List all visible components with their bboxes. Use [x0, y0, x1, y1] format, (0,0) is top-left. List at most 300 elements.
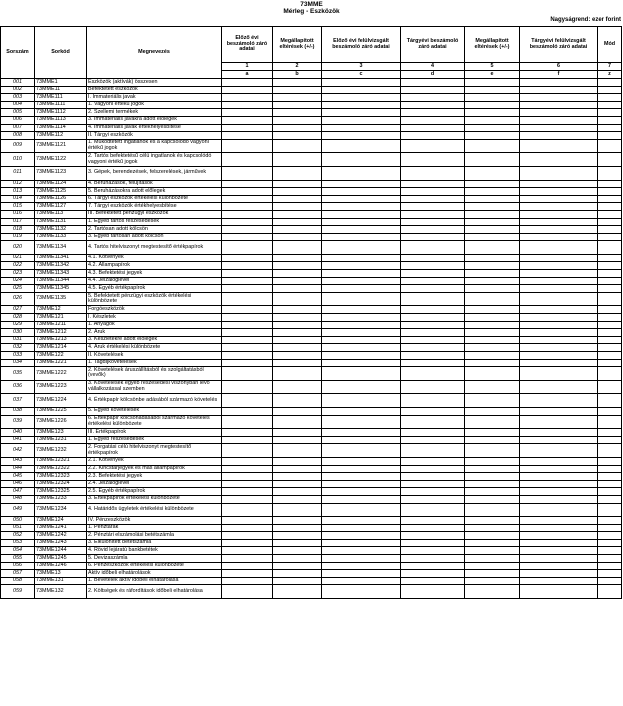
- data-cell[interactable]: [273, 254, 322, 262]
- data-cell[interactable]: [222, 166, 273, 180]
- data-cell[interactable]: [401, 254, 465, 262]
- data-cell[interactable]: [222, 94, 273, 102]
- data-cell[interactable]: [465, 352, 520, 360]
- data-cell[interactable]: [222, 306, 273, 314]
- data-cell[interactable]: [598, 488, 622, 496]
- data-cell[interactable]: [222, 270, 273, 278]
- data-cell[interactable]: [222, 329, 273, 337]
- data-cell[interactable]: [322, 465, 401, 473]
- data-cell[interactable]: [598, 352, 622, 360]
- data-cell[interactable]: [465, 367, 520, 381]
- data-cell[interactable]: [322, 488, 401, 496]
- data-cell[interactable]: [465, 180, 520, 188]
- data-cell[interactable]: [401, 233, 465, 241]
- data-cell[interactable]: [322, 457, 401, 465]
- data-cell[interactable]: [401, 132, 465, 140]
- data-cell[interactable]: [273, 226, 322, 234]
- data-cell[interactable]: [465, 285, 520, 293]
- data-cell[interactable]: [520, 86, 598, 94]
- data-cell[interactable]: [322, 473, 401, 481]
- data-cell[interactable]: [598, 344, 622, 352]
- data-cell[interactable]: [322, 188, 401, 196]
- data-cell[interactable]: [465, 132, 520, 140]
- data-cell[interactable]: [598, 109, 622, 117]
- data-cell[interactable]: [598, 407, 622, 415]
- data-cell[interactable]: [520, 277, 598, 285]
- data-cell[interactable]: [465, 415, 520, 429]
- data-cell[interactable]: [520, 436, 598, 444]
- data-cell[interactable]: [598, 218, 622, 226]
- data-cell[interactable]: [222, 86, 273, 94]
- data-cell[interactable]: [322, 359, 401, 367]
- data-cell[interactable]: [520, 153, 598, 167]
- data-cell[interactable]: [598, 277, 622, 285]
- data-cell[interactable]: [322, 436, 401, 444]
- data-cell[interactable]: [598, 226, 622, 234]
- data-cell[interactable]: [401, 124, 465, 132]
- data-cell[interactable]: [520, 547, 598, 555]
- data-cell[interactable]: [273, 116, 322, 124]
- data-cell[interactable]: [520, 473, 598, 481]
- data-cell[interactable]: [322, 203, 401, 211]
- data-cell[interactable]: [273, 436, 322, 444]
- data-cell[interactable]: [520, 321, 598, 329]
- data-cell[interactable]: [401, 539, 465, 547]
- data-cell[interactable]: [273, 429, 322, 437]
- data-cell[interactable]: [401, 547, 465, 555]
- data-cell[interactable]: [598, 101, 622, 109]
- data-cell[interactable]: [465, 547, 520, 555]
- data-cell[interactable]: [598, 132, 622, 140]
- data-cell[interactable]: [520, 539, 598, 547]
- data-cell[interactable]: [401, 457, 465, 465]
- data-cell[interactable]: [401, 94, 465, 102]
- data-cell[interactable]: [222, 547, 273, 555]
- data-cell[interactable]: [222, 139, 273, 153]
- data-cell[interactable]: [273, 524, 322, 532]
- data-cell[interactable]: [598, 195, 622, 203]
- data-cell[interactable]: [273, 503, 322, 517]
- data-cell[interactable]: [222, 585, 273, 599]
- data-cell[interactable]: [465, 188, 520, 196]
- data-cell[interactable]: [598, 562, 622, 570]
- data-cell[interactable]: [322, 101, 401, 109]
- data-cell[interactable]: [273, 555, 322, 563]
- data-cell[interactable]: [322, 166, 401, 180]
- data-cell[interactable]: [322, 218, 401, 226]
- data-cell[interactable]: [465, 329, 520, 337]
- data-cell[interactable]: [322, 495, 401, 503]
- data-cell[interactable]: [401, 139, 465, 153]
- data-cell[interactable]: [273, 570, 322, 578]
- data-cell[interactable]: [465, 394, 520, 408]
- data-cell[interactable]: [520, 166, 598, 180]
- data-cell[interactable]: [273, 394, 322, 408]
- data-cell[interactable]: [465, 86, 520, 94]
- data-cell[interactable]: [322, 153, 401, 167]
- data-cell[interactable]: [401, 241, 465, 255]
- data-cell[interactable]: [322, 270, 401, 278]
- data-cell[interactable]: [273, 495, 322, 503]
- data-cell[interactable]: [465, 380, 520, 394]
- data-cell[interactable]: [273, 233, 322, 241]
- data-cell[interactable]: [598, 336, 622, 344]
- data-cell[interactable]: [465, 503, 520, 517]
- data-cell[interactable]: [401, 517, 465, 525]
- data-cell[interactable]: [520, 380, 598, 394]
- data-cell[interactable]: [273, 203, 322, 211]
- data-cell[interactable]: [273, 292, 322, 306]
- data-cell[interactable]: [520, 495, 598, 503]
- data-cell[interactable]: [222, 195, 273, 203]
- data-cell[interactable]: [465, 359, 520, 367]
- data-cell[interactable]: [520, 188, 598, 196]
- data-cell[interactable]: [465, 436, 520, 444]
- data-cell[interactable]: [401, 444, 465, 458]
- data-cell[interactable]: [273, 306, 322, 314]
- data-cell[interactable]: [401, 270, 465, 278]
- data-cell[interactable]: [222, 394, 273, 408]
- data-cell[interactable]: [465, 465, 520, 473]
- data-cell[interactable]: [273, 336, 322, 344]
- data-cell[interactable]: [598, 359, 622, 367]
- data-cell[interactable]: [520, 180, 598, 188]
- data-cell[interactable]: [322, 407, 401, 415]
- data-cell[interactable]: [520, 241, 598, 255]
- data-cell[interactable]: [222, 254, 273, 262]
- data-cell[interactable]: [598, 394, 622, 408]
- data-cell[interactable]: [598, 532, 622, 540]
- data-cell[interactable]: [465, 218, 520, 226]
- data-cell[interactable]: [520, 444, 598, 458]
- data-cell[interactable]: [401, 262, 465, 270]
- data-cell[interactable]: [401, 226, 465, 234]
- data-cell[interactable]: [322, 352, 401, 360]
- data-cell[interactable]: [520, 79, 598, 87]
- data-cell[interactable]: [401, 180, 465, 188]
- data-cell[interactable]: [222, 277, 273, 285]
- data-cell[interactable]: [520, 203, 598, 211]
- data-cell[interactable]: [598, 124, 622, 132]
- data-cell[interactable]: [598, 517, 622, 525]
- data-cell[interactable]: [322, 233, 401, 241]
- data-cell[interactable]: [598, 180, 622, 188]
- data-cell[interactable]: [598, 495, 622, 503]
- data-cell[interactable]: [598, 94, 622, 102]
- data-cell[interactable]: [598, 321, 622, 329]
- data-cell[interactable]: [322, 415, 401, 429]
- data-cell[interactable]: [273, 547, 322, 555]
- data-cell[interactable]: [520, 344, 598, 352]
- data-cell[interactable]: [465, 109, 520, 117]
- data-cell[interactable]: [598, 524, 622, 532]
- data-cell[interactable]: [222, 539, 273, 547]
- data-cell[interactable]: [222, 577, 273, 585]
- data-cell[interactable]: [465, 336, 520, 344]
- data-cell[interactable]: [322, 241, 401, 255]
- data-cell[interactable]: [322, 116, 401, 124]
- data-cell[interactable]: [465, 241, 520, 255]
- data-cell[interactable]: [465, 480, 520, 488]
- data-cell[interactable]: [520, 270, 598, 278]
- data-cell[interactable]: [598, 577, 622, 585]
- data-cell[interactable]: [465, 539, 520, 547]
- data-cell[interactable]: [520, 329, 598, 337]
- data-cell[interactable]: [520, 367, 598, 381]
- data-cell[interactable]: [598, 503, 622, 517]
- data-cell[interactable]: [222, 444, 273, 458]
- data-cell[interactable]: [598, 285, 622, 293]
- data-cell[interactable]: [598, 314, 622, 322]
- data-cell[interactable]: [222, 292, 273, 306]
- data-cell[interactable]: [401, 503, 465, 517]
- data-cell[interactable]: [401, 86, 465, 94]
- data-cell[interactable]: [520, 210, 598, 218]
- data-cell[interactable]: [322, 429, 401, 437]
- data-cell[interactable]: [222, 180, 273, 188]
- data-cell[interactable]: [401, 367, 465, 381]
- data-cell[interactable]: [520, 480, 598, 488]
- data-cell[interactable]: [401, 585, 465, 599]
- data-cell[interactable]: [273, 210, 322, 218]
- data-cell[interactable]: [273, 321, 322, 329]
- data-cell[interactable]: [222, 457, 273, 465]
- data-cell[interactable]: [465, 101, 520, 109]
- data-cell[interactable]: [520, 218, 598, 226]
- data-cell[interactable]: [465, 407, 520, 415]
- data-cell[interactable]: [273, 415, 322, 429]
- data-cell[interactable]: [520, 226, 598, 234]
- data-cell[interactable]: [322, 285, 401, 293]
- data-cell[interactable]: [465, 203, 520, 211]
- data-cell[interactable]: [465, 79, 520, 87]
- data-cell[interactable]: [273, 473, 322, 481]
- data-cell[interactable]: [598, 480, 622, 488]
- data-cell[interactable]: [598, 241, 622, 255]
- data-cell[interactable]: [222, 233, 273, 241]
- data-cell[interactable]: [322, 86, 401, 94]
- data-cell[interactable]: [222, 532, 273, 540]
- data-cell[interactable]: [222, 210, 273, 218]
- data-cell[interactable]: [273, 532, 322, 540]
- data-cell[interactable]: [598, 329, 622, 337]
- data-cell[interactable]: [322, 547, 401, 555]
- data-cell[interactable]: [401, 210, 465, 218]
- data-cell[interactable]: [222, 503, 273, 517]
- data-cell[interactable]: [273, 517, 322, 525]
- data-cell[interactable]: [401, 465, 465, 473]
- data-cell[interactable]: [520, 233, 598, 241]
- data-cell[interactable]: [465, 166, 520, 180]
- data-cell[interactable]: [222, 153, 273, 167]
- data-cell[interactable]: [520, 585, 598, 599]
- data-cell[interactable]: [322, 254, 401, 262]
- data-cell[interactable]: [598, 547, 622, 555]
- data-cell[interactable]: [465, 306, 520, 314]
- data-cell[interactable]: [273, 180, 322, 188]
- data-cell[interactable]: [465, 517, 520, 525]
- data-cell[interactable]: [322, 336, 401, 344]
- data-cell[interactable]: [520, 359, 598, 367]
- data-cell[interactable]: [222, 132, 273, 140]
- data-cell[interactable]: [598, 367, 622, 381]
- data-cell[interactable]: [465, 495, 520, 503]
- data-cell[interactable]: [401, 166, 465, 180]
- data-cell[interactable]: [598, 79, 622, 87]
- data-cell[interactable]: [273, 577, 322, 585]
- data-cell[interactable]: [598, 262, 622, 270]
- data-cell[interactable]: [273, 380, 322, 394]
- data-cell[interactable]: [598, 539, 622, 547]
- data-cell[interactable]: [465, 524, 520, 532]
- data-cell[interactable]: [401, 306, 465, 314]
- data-cell[interactable]: [520, 465, 598, 473]
- data-cell[interactable]: [401, 359, 465, 367]
- data-cell[interactable]: [401, 195, 465, 203]
- data-cell[interactable]: [598, 465, 622, 473]
- data-cell[interactable]: [273, 488, 322, 496]
- data-cell[interactable]: [322, 321, 401, 329]
- data-cell[interactable]: [401, 488, 465, 496]
- data-cell[interactable]: [401, 532, 465, 540]
- data-cell[interactable]: [598, 188, 622, 196]
- data-cell[interactable]: [322, 562, 401, 570]
- data-cell[interactable]: [598, 570, 622, 578]
- data-cell[interactable]: [273, 241, 322, 255]
- data-cell[interactable]: [322, 380, 401, 394]
- data-cell[interactable]: [273, 352, 322, 360]
- data-cell[interactable]: [598, 292, 622, 306]
- data-cell[interactable]: [322, 539, 401, 547]
- data-cell[interactable]: [465, 153, 520, 167]
- data-cell[interactable]: [401, 101, 465, 109]
- data-cell[interactable]: [222, 203, 273, 211]
- data-cell[interactable]: [401, 218, 465, 226]
- data-cell[interactable]: [222, 124, 273, 132]
- data-cell[interactable]: [520, 314, 598, 322]
- data-cell[interactable]: [222, 367, 273, 381]
- data-cell[interactable]: [465, 195, 520, 203]
- data-cell[interactable]: [520, 336, 598, 344]
- data-cell[interactable]: [322, 132, 401, 140]
- data-cell[interactable]: [598, 444, 622, 458]
- data-cell[interactable]: [465, 233, 520, 241]
- data-cell[interactable]: [598, 166, 622, 180]
- data-cell[interactable]: [465, 473, 520, 481]
- data-cell[interactable]: [401, 415, 465, 429]
- data-cell[interactable]: [401, 495, 465, 503]
- data-cell[interactable]: [465, 321, 520, 329]
- data-cell[interactable]: [401, 285, 465, 293]
- data-cell[interactable]: [222, 562, 273, 570]
- data-cell[interactable]: [520, 524, 598, 532]
- data-cell[interactable]: [598, 86, 622, 94]
- data-cell[interactable]: [273, 270, 322, 278]
- data-cell[interactable]: [322, 277, 401, 285]
- data-cell[interactable]: [465, 292, 520, 306]
- data-cell[interactable]: [322, 344, 401, 352]
- data-cell[interactable]: [465, 570, 520, 578]
- data-cell[interactable]: [273, 101, 322, 109]
- data-cell[interactable]: [222, 188, 273, 196]
- data-cell[interactable]: [222, 473, 273, 481]
- data-cell[interactable]: [598, 473, 622, 481]
- data-cell[interactable]: [598, 555, 622, 563]
- data-cell[interactable]: [401, 329, 465, 337]
- data-cell[interactable]: [401, 109, 465, 117]
- data-cell[interactable]: [520, 555, 598, 563]
- data-cell[interactable]: [222, 570, 273, 578]
- data-cell[interactable]: [465, 139, 520, 153]
- data-cell[interactable]: [273, 166, 322, 180]
- data-cell[interactable]: [322, 292, 401, 306]
- data-cell[interactable]: [273, 539, 322, 547]
- data-cell[interactable]: [401, 203, 465, 211]
- data-cell[interactable]: [598, 254, 622, 262]
- data-cell[interactable]: [520, 94, 598, 102]
- data-cell[interactable]: [520, 139, 598, 153]
- data-cell[interactable]: [401, 577, 465, 585]
- data-cell[interactable]: [520, 415, 598, 429]
- data-cell[interactable]: [401, 555, 465, 563]
- data-cell[interactable]: [222, 359, 273, 367]
- data-cell[interactable]: [322, 226, 401, 234]
- data-cell[interactable]: [322, 570, 401, 578]
- data-cell[interactable]: [222, 218, 273, 226]
- data-cell[interactable]: [273, 367, 322, 381]
- data-cell[interactable]: [322, 480, 401, 488]
- data-cell[interactable]: [322, 329, 401, 337]
- data-cell[interactable]: [401, 116, 465, 124]
- data-cell[interactable]: [401, 277, 465, 285]
- data-cell[interactable]: [273, 314, 322, 322]
- data-cell[interactable]: [322, 94, 401, 102]
- data-cell[interactable]: [520, 517, 598, 525]
- data-cell[interactable]: [598, 233, 622, 241]
- data-cell[interactable]: [273, 344, 322, 352]
- data-cell[interactable]: [222, 321, 273, 329]
- data-cell[interactable]: [520, 116, 598, 124]
- data-cell[interactable]: [273, 285, 322, 293]
- data-cell[interactable]: [322, 79, 401, 87]
- data-cell[interactable]: [273, 359, 322, 367]
- data-cell[interactable]: [222, 314, 273, 322]
- data-cell[interactable]: [222, 226, 273, 234]
- data-cell[interactable]: [322, 555, 401, 563]
- data-cell[interactable]: [598, 153, 622, 167]
- data-cell[interactable]: [401, 352, 465, 360]
- data-cell[interactable]: [401, 473, 465, 481]
- data-cell[interactable]: [520, 101, 598, 109]
- data-cell[interactable]: [520, 503, 598, 517]
- data-cell[interactable]: [465, 555, 520, 563]
- data-cell[interactable]: [273, 132, 322, 140]
- data-cell[interactable]: [401, 436, 465, 444]
- data-cell[interactable]: [222, 116, 273, 124]
- data-cell[interactable]: [222, 415, 273, 429]
- data-cell[interactable]: [520, 109, 598, 117]
- data-cell[interactable]: [598, 203, 622, 211]
- data-cell[interactable]: [322, 124, 401, 132]
- data-cell[interactable]: [222, 262, 273, 270]
- data-cell[interactable]: [465, 254, 520, 262]
- data-cell[interactable]: [520, 562, 598, 570]
- data-cell[interactable]: [322, 180, 401, 188]
- data-cell[interactable]: [273, 195, 322, 203]
- data-cell[interactable]: [273, 94, 322, 102]
- data-cell[interactable]: [520, 407, 598, 415]
- data-cell[interactable]: [273, 465, 322, 473]
